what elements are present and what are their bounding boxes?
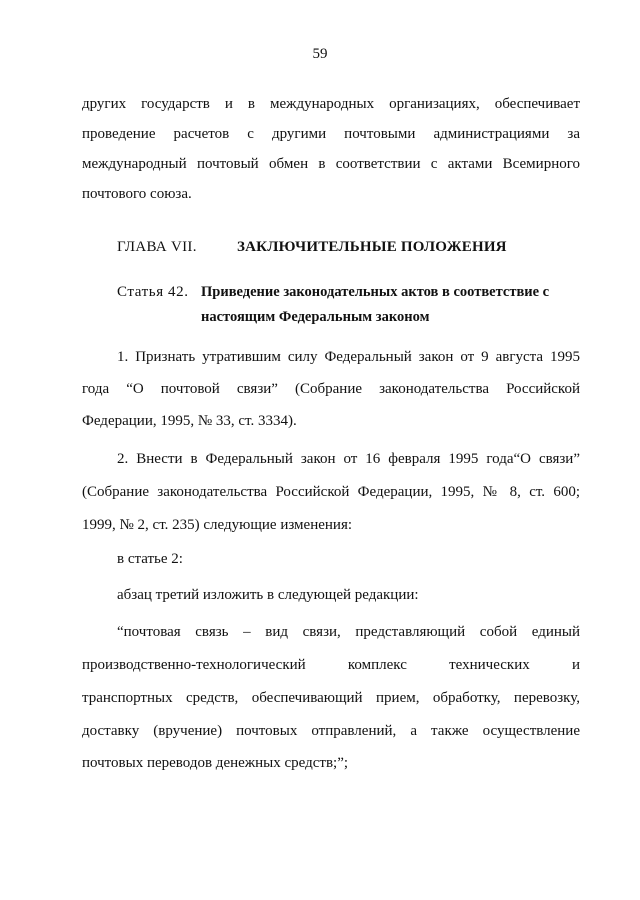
clause2-line-3: 1999, № 2, ст. 235) следующие изменения: bbox=[82, 517, 353, 533]
quote-line-5: почтовых переводов денежных средств;”; bbox=[82, 755, 349, 771]
clause2-line-2: (Собрание законодательства Российской Федерации, 1995, № 8, ст. 600; bbox=[82, 484, 580, 500]
chapter-label: ГЛАВА VII. bbox=[117, 239, 197, 255]
clause1-line-3: Федерации, 1995, № 33, ст. 3334). bbox=[82, 413, 297, 429]
article-title-line-2: настоящим Федеральным законом bbox=[201, 309, 430, 325]
quote-line-2: производственно-технологический комплекс технических и bbox=[82, 657, 580, 673]
clause2-sub-paragraph: абзац третий изложить в следующей редакции: bbox=[117, 587, 419, 603]
page-number: 59 bbox=[312, 46, 328, 62]
chapter-heading bbox=[117, 237, 587, 257]
clause2-sub-article: в статье 2: bbox=[117, 551, 183, 567]
quote-line-3: транспортных средств, обеспечивающий прием, обработку, перевозку, bbox=[82, 690, 580, 706]
intro-line-4: почтового союза. bbox=[82, 186, 192, 202]
intro-line-1: других государств и в международных организациях, обеспечивает bbox=[82, 96, 580, 112]
intro-line-2: проведение расчетов с другими почтовыми администрациями за bbox=[82, 126, 580, 142]
clause1-line-2: года “О почтовой связи” (Собрание законодательства Российской bbox=[82, 381, 580, 397]
article-title-line-1: Приведение законодательных актов в соответствие с bbox=[201, 284, 550, 300]
quote-line-4: доставку (вручение) почтовых отправлений, а также осуществление bbox=[82, 723, 580, 739]
intro-line-3: международный почтовый обмен в соответствии с актами Всемирного bbox=[82, 156, 580, 172]
quote-line-1: “почтовая связь – вид связи, представляющий собой единый bbox=[117, 624, 580, 640]
chapter-title: ЗАКЛЮЧИТЕЛЬНЫЕ ПОЛОЖЕНИЯ bbox=[237, 239, 507, 255]
clause1-line-1: 1. Признать утратившим силу Федеральный закон от 9 августа 1995 bbox=[117, 349, 580, 365]
clause2-line-1: 2. Внести в Федеральный закон от 16 февраля 1995 года“О связи” bbox=[117, 451, 580, 467]
article-label: Статья 42. bbox=[117, 284, 189, 300]
